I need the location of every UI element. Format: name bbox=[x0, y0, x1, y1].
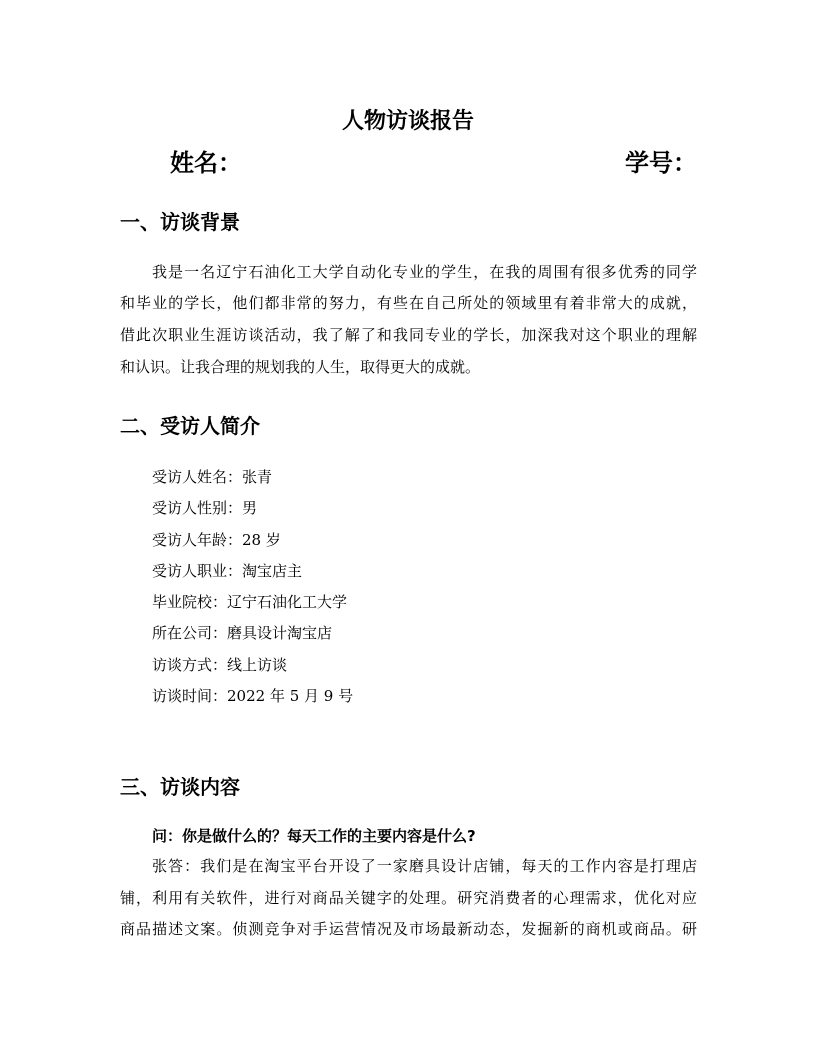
paragraph-line: 和认识。让我合理的规划我的人生，取得更大的成就。 bbox=[120, 358, 481, 376]
answer-line: 铺，利用有关软件，进行对商品关键字的处理。研究消费者的心理需求，优化对应 bbox=[120, 889, 697, 907]
profile-item: 毕业院校：辽宁石油化工大学 bbox=[152, 593, 348, 611]
section-heading-content: 三、访谈内容 bbox=[120, 775, 240, 799]
profile-item: 受访人年龄：28 岁 bbox=[152, 531, 281, 549]
profile-item: 受访人性别：男 bbox=[152, 499, 258, 517]
paragraph-line: 和毕业的学长，他们都非常的努力，有些在自己所处的领域里有着非常大的成就， bbox=[120, 294, 697, 312]
answer-line: 商品描述文案。侦测竞争对手运营情况及市场最新动态，发掘新的商机或商品。研 bbox=[120, 920, 697, 938]
student-id-label: 学号： bbox=[625, 149, 697, 177]
interview-question: 问：你是做什么的？每天工作的主要内容是什么? bbox=[152, 827, 476, 845]
section-heading-profile: 二、受访人简介 bbox=[120, 414, 260, 438]
profile-item: 所在公司：磨具设计淘宝店 bbox=[152, 624, 333, 642]
paragraph-line: 借此次职业生涯访谈活动，我了解了和我同专业的学长，加深我对这个职业的理解 bbox=[120, 326, 697, 344]
profile-item: 访谈时间：2022 年 5 月 9 号 bbox=[152, 687, 354, 705]
profile-item: 受访人姓名：张青 bbox=[152, 468, 273, 486]
answer-line: 张答：我们是在淘宝平台开设了一家磨具设计店铺，每天的工作内容是打理店 bbox=[152, 857, 697, 875]
section-heading-background: 一、访谈背景 bbox=[120, 210, 240, 234]
document-title: 人物访谈报告 bbox=[341, 109, 474, 134]
profile-item: 访谈方式：线上访谈 bbox=[152, 656, 288, 674]
profile-item: 受访人职业：淘宝店主 bbox=[152, 562, 303, 580]
name-label: 姓名： bbox=[170, 149, 242, 177]
paragraph-line: 我是一名辽宁石油化工大学自动化专业的学生，在我的周围有很多优秀的同学 bbox=[152, 263, 697, 281]
